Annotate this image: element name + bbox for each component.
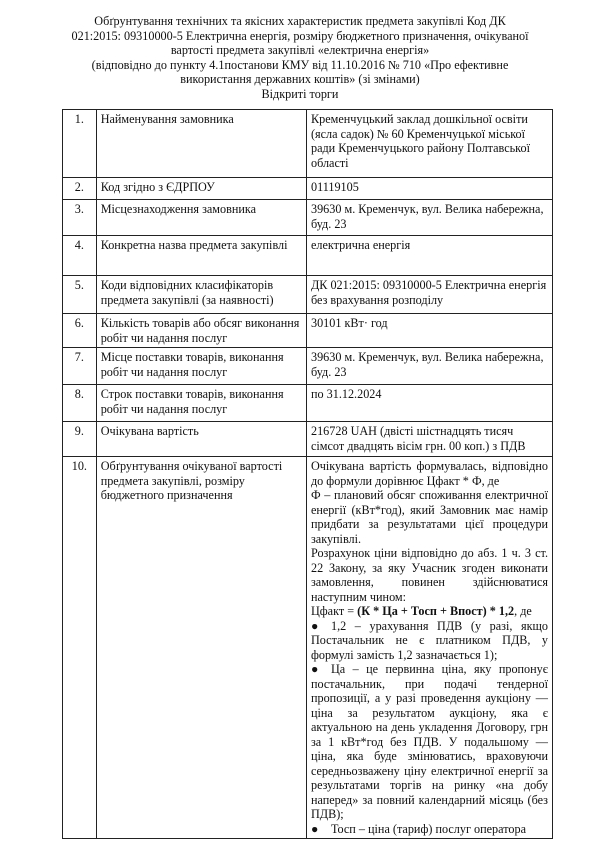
formula-expression: (К * Ца + Тосп + Впост) * 1,2 [357,604,515,618]
bullet-text: Тосп – ціна (тариф) послуг оператора [330,821,526,836]
header-line-4: (відповідно до пункту 4.1постанови КМУ від 11.10.2016 № 710 «Про ефективне [91,57,509,72]
table-row [63,236,553,276]
table-row [63,110,553,178]
procurement-table [62,109,553,839]
document-header [30,14,570,102]
row-value: 30101 кВт· год [306,314,552,348]
row-number: 1. [63,110,97,178]
formula-bullet-item [311,822,548,837]
bullet-text: 1,2 – урахування ПДВ (у разі, якщо Постачальник не є платником ПДВ, у формулі замість 1,2 зазначається 1); [310,618,548,662]
formula-bullet-item [311,619,548,663]
row-number: 4. [63,236,97,276]
row-label: Місцезнаходження замовника [96,200,306,236]
row-label: Код згідно з ЄДРПОУ [96,178,306,200]
formula-prefix: Цфакт = [310,604,355,618]
table-row [63,178,553,200]
bullet-icon: ● [310,821,319,836]
row-number: 3. [63,200,97,236]
row-value: 216728 UAH (двісті шістнадцять тисяч сімсот двадцять вісім грн. 00 коп.) з ПДВ [306,422,552,457]
table-row [63,276,553,314]
row-number: 7. [63,348,97,385]
row-value: 39630 м. Кременчук, вул. Велика набережна, буд. 23 [306,348,552,385]
row-value: ДК 021:2015: 09310000-5 Електрична енергія без врахування розподілу [306,276,552,314]
header-line-1: Обґрунтування технічних та якісних характеристик предмета закупівлі Код ДК [94,14,506,28]
header-line-2: 021:2015: 09310000-5 Електрична енергія, розміру бюджетного призначення, очікуваної [71,28,529,43]
row-label: Найменування замовника [96,110,306,178]
row-label: Кількість товарів або обсяг виконання робіт чи надання послуг [96,314,306,348]
row-label: Очікувана вартість [96,422,306,457]
row-number: 10. [63,457,97,839]
table-row [63,422,553,457]
price-formula [311,604,548,619]
formula-suffix: , де [514,604,532,618]
row-value: 39630 м. Кременчук, вул. Велика набережна, буд. 23 [306,200,552,236]
row-value: Кременчуцький заклад дошкільної освіти (ясла садок) № 60 Кременчуцької міської ради Кременчуцького району Полтавської області [306,110,552,178]
row-label: Коди відповідних класифікаторів предмета закупівлі (за наявності) [96,276,306,314]
header-line-3: вартості предмета закупівлі «електрична енергія» [170,43,430,58]
bullet-icon: ● [310,662,319,676]
row-number: 2. [63,178,97,200]
row-label: Обґрунтування очікуваної вартості предмета закупівлі, розміру бюджетного призначення [96,457,306,839]
formula-bullet-item [311,662,548,822]
row-label: Строк поставки товарів, виконання робіт чи надання послуг [96,385,306,422]
justification-paragraph: Ф – плановий обсяг споживання електричної енергії (кВт*год), який Замовник має намір придбати за результатами цієї процедури закупівлі. [310,488,548,546]
row-label: Місце поставки товарів, виконання робіт чи надання послуг [96,348,306,385]
row-number: 8. [63,385,97,422]
table-row [63,457,553,839]
row-label: Конкретна назва предмета закупівлі [96,236,306,276]
table-row [63,385,553,422]
justification-paragraph: Розрахунок ціни відповідно до абз. 1 ч. 3 ст. 22 Закону, за яку Учасник згоден виконати замовлення, повинен здійснюватися наступним чином: [310,546,548,604]
table-row [63,314,553,348]
row-number: 6. [63,314,97,348]
bullet-text: Ца – це первинна ціна, яку пропонує постачальник, при подачі тендерної пропозиції, а у разі проведення аукціону — ціна за результатом аукціону, яка є актуальною на день укладення Договору, грн за 1 кВт*год без ПДВ. У подальшому — ціна, яка буде змінюватись, враховуючи середньозважену ціну електричної енергії за результатами торгів на ринку «на добу наперед» за повний календарний місяць (без ПДВ); [310,662,548,821]
table-row [63,348,553,385]
row-value [306,457,552,839]
row-value: електрична енергія [306,236,552,276]
row-number: 5. [63,276,97,314]
table-row [63,200,553,236]
justification-paragraph: Очікувана вартість формувалась, відповідно до формули дорівнює Цфакт * Ф, де [310,459,548,488]
row-value: по 31.12.2024 [306,385,552,422]
header-line-6: Відкриті торги [261,86,339,101]
bullet-icon: ● [310,618,319,633]
row-value: 01119105 [306,178,552,200]
row-number: 9. [63,422,97,457]
header-line-5: використання державних коштів» (зі змінами) [180,72,420,87]
